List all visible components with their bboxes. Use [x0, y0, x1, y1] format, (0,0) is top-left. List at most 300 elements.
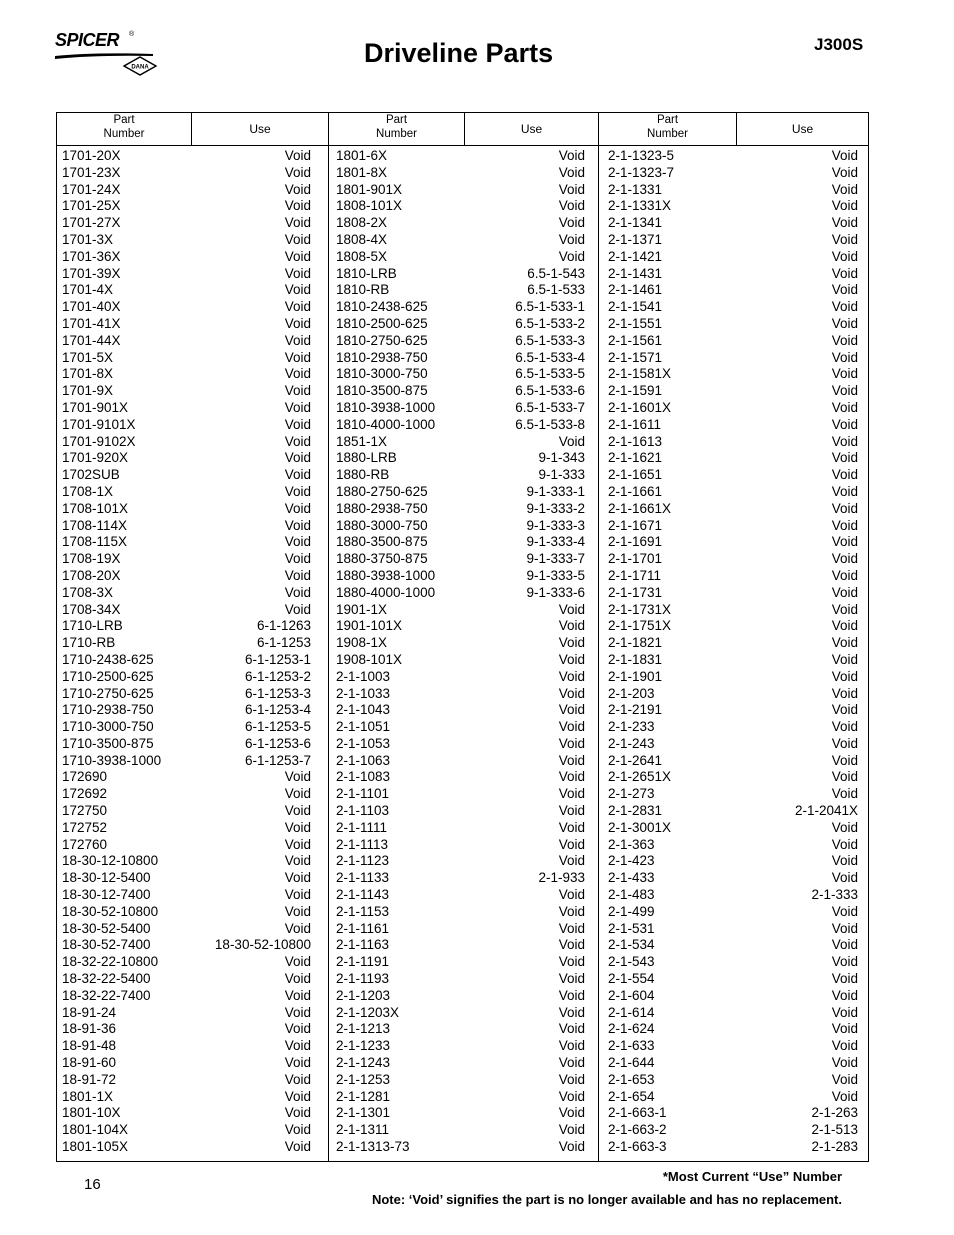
- part-number-cell: 2-1-1033: [336, 685, 391, 701]
- part-number-cell: 2-1-433: [608, 870, 655, 886]
- table-row: [603, 585, 858, 602]
- use-cell: Void: [558, 198, 585, 214]
- part-number-cell: 2-1-663-1: [608, 1105, 667, 1121]
- table-row: [603, 736, 858, 753]
- use-cell: Void: [831, 349, 858, 365]
- use-cell: 6.5-1-533-6: [515, 383, 585, 399]
- table-row: [57, 1021, 311, 1038]
- part-number-cell: 1808-4X: [336, 231, 388, 247]
- header-part-number-1: Part Number: [103, 114, 145, 140]
- table-row: [603, 954, 858, 971]
- part-number-cell: 1710-3000-750: [62, 719, 154, 735]
- table-row: [57, 366, 311, 383]
- use-cell: Void: [831, 383, 858, 399]
- part-number-cell: 18-91-24: [62, 1004, 117, 1020]
- registered-mark: ®: [129, 31, 135, 38]
- use-cell: 6-1-1253-1: [244, 651, 311, 667]
- part-number-cell: 2-1-633: [608, 1038, 655, 1054]
- part-number-cell: 2-1-203: [608, 685, 655, 701]
- table-row: [329, 803, 585, 820]
- use-cell: Void: [831, 971, 858, 987]
- part-number-cell: 2-1-1213: [336, 1021, 391, 1037]
- use-cell: Void: [558, 651, 585, 667]
- table-row: [57, 786, 311, 803]
- use-cell: 6.5-1-543: [527, 265, 585, 281]
- part-number-cell: 1701-901X: [62, 399, 129, 415]
- part-number-cell: 2-1-1461: [608, 282, 663, 298]
- part-number-cell: 18-32-22-5400: [62, 971, 151, 987]
- part-number-cell: 2-1-1163: [336, 937, 390, 953]
- table-row: [603, 887, 858, 904]
- part-number-cell: 2-1-1651: [608, 467, 663, 483]
- part-number-cell: 2-1-1051: [336, 719, 391, 735]
- table-row: [57, 1072, 311, 1089]
- part-number-cell: 2-1-1161: [336, 920, 390, 936]
- table-row: [603, 467, 858, 484]
- use-cell: Void: [284, 1122, 311, 1138]
- table-row: [329, 1021, 585, 1038]
- table-row: [57, 736, 311, 753]
- part-number-cell: 18-91-48: [62, 1038, 117, 1054]
- table-row: [57, 686, 311, 703]
- use-cell: Void: [558, 181, 585, 197]
- use-cell: Void: [831, 567, 858, 583]
- table-row: [329, 686, 585, 703]
- use-cell: 9-1-333-6: [526, 584, 585, 600]
- table-row: [57, 1139, 311, 1156]
- part-number-cell: 18-32-22-10800: [62, 954, 159, 970]
- table-row: [57, 501, 311, 518]
- table-row: [329, 366, 585, 383]
- table-row: [603, 837, 858, 854]
- table-row: [57, 417, 311, 434]
- part-number-cell: 1710-3500-875: [62, 735, 154, 751]
- table-row: [329, 719, 585, 736]
- table-row: [329, 1072, 585, 1089]
- use-cell: Void: [284, 1105, 311, 1121]
- table-row: [329, 602, 585, 619]
- part-number-cell: 2-1-1003: [336, 668, 391, 684]
- part-number-cell: 1801-901X: [336, 181, 403, 197]
- table-row: [57, 316, 311, 333]
- part-number-cell: 2-1-1541: [608, 299, 663, 315]
- part-number-cell: 18-30-52-5400: [62, 920, 151, 936]
- part-number-cell: 1810-2438-625: [336, 299, 428, 315]
- use-cell: Void: [284, 551, 311, 567]
- table-row: [57, 652, 311, 669]
- table-row: [329, 266, 585, 283]
- table-header: [57, 113, 868, 146]
- part-number-cell: 2-1-273: [608, 786, 655, 802]
- table-row: [329, 182, 585, 199]
- part-number-cell: 1701-24X: [62, 181, 121, 197]
- table-row: [603, 1055, 858, 1072]
- part-number-cell: 2-1-1203X: [336, 1004, 400, 1020]
- part-number-cell: 1701-8X: [62, 366, 114, 382]
- part-number-cell: 2-1-233: [608, 719, 655, 735]
- use-cell: 6.5-1-533: [527, 282, 585, 298]
- use-cell: Void: [558, 786, 585, 802]
- table-row: [603, 232, 858, 249]
- use-cell: Void: [831, 315, 858, 331]
- part-number-cell: 18-91-36: [62, 1021, 117, 1037]
- use-cell: Void: [284, 148, 311, 163]
- part-number-cell: 1810-3938-1000: [336, 399, 436, 415]
- table-row: [57, 333, 311, 350]
- part-number-cell: 18-30-52-7400: [62, 937, 151, 953]
- table-row: [603, 282, 858, 299]
- table-row: [329, 568, 585, 585]
- use-cell: Void: [284, 769, 311, 785]
- column-divider: [598, 113, 599, 1161]
- part-number-cell: 18-30-12-5400: [62, 870, 151, 886]
- use-cell: Void: [831, 836, 858, 852]
- use-cell: Void: [558, 635, 585, 651]
- use-cell: Void: [831, 433, 858, 449]
- table-row: [57, 753, 311, 770]
- part-number-cell: 1880-RB: [336, 467, 390, 483]
- part-number-cell: 1701-5X: [62, 349, 114, 365]
- use-cell: 6-1-1253-7: [244, 752, 311, 768]
- use-cell: Void: [284, 601, 311, 617]
- table-row: [329, 1005, 585, 1022]
- part-number-cell: 2-1-1191: [336, 954, 390, 970]
- table-row: [603, 215, 858, 232]
- use-cell: Void: [831, 735, 858, 751]
- part-number-cell: 1880-3000-750: [336, 517, 428, 533]
- use-cell: Void: [558, 1038, 585, 1054]
- table-row: [603, 618, 858, 635]
- table-row: [329, 434, 585, 451]
- table-row: [57, 551, 311, 568]
- use-cell: Void: [831, 1071, 858, 1087]
- part-number-cell: 2-1-1253: [336, 1071, 391, 1087]
- part-number-cell: 1801-1X: [62, 1088, 114, 1104]
- part-number-cell: 2-1-1691: [608, 534, 663, 550]
- table-row: [329, 820, 585, 837]
- part-number-cell: 1880-2938-750: [336, 500, 428, 516]
- part-number-cell: 1880-LRB: [336, 450, 397, 466]
- part-number-cell: 1801-104X: [62, 1122, 129, 1138]
- part-number-cell: 2-1-604: [608, 987, 655, 1003]
- part-number-cell: 1701-4X: [62, 282, 114, 298]
- use-cell: Void: [558, 702, 585, 718]
- table-row: [57, 400, 311, 417]
- table-row: [603, 652, 858, 669]
- part-number-cell: 2-1-1111: [336, 819, 388, 835]
- part-number-cell: 1710-2500-625: [62, 668, 154, 684]
- table-row: [603, 803, 858, 820]
- use-cell: Void: [558, 1105, 585, 1121]
- use-cell: Void: [831, 215, 858, 231]
- use-cell: 9-1-333-2: [526, 500, 585, 516]
- part-number-cell: 1880-3938-1000: [336, 567, 436, 583]
- use-cell: Void: [558, 231, 585, 247]
- header-use-3: Use: [791, 122, 814, 136]
- use-cell: Void: [558, 987, 585, 1003]
- table-row: [603, 350, 858, 367]
- use-cell: Void: [284, 567, 311, 583]
- table-row: [57, 853, 311, 870]
- table-row: [57, 215, 311, 232]
- part-number-cell: 2-1-1613: [608, 433, 663, 449]
- table-row: [57, 803, 311, 820]
- part-number-cell: 1908-1X: [336, 635, 388, 651]
- table-row: [57, 249, 311, 266]
- part-number-cell: 2-1-1581X: [608, 366, 672, 382]
- part-number-cell: 2-1-1323-5: [608, 148, 675, 163]
- part-number-cell: 2-1-1731X: [608, 601, 672, 617]
- use-cell: Void: [558, 1021, 585, 1037]
- use-cell: Void: [284, 920, 311, 936]
- part-number-cell: 1901-101X: [336, 618, 403, 634]
- use-cell: 18-30-52-10800: [214, 937, 311, 953]
- part-number-cell: 2-1-1701: [608, 551, 663, 567]
- part-number-cell: 1708-115X: [62, 534, 128, 550]
- part-number-cell: 2-1-663-2: [608, 1122, 667, 1138]
- table-row: [329, 652, 585, 669]
- table-row: [329, 769, 585, 786]
- table-row: [329, 249, 585, 266]
- dana-badge-icon: [123, 56, 157, 76]
- part-number-cell: 2-1-1063: [336, 752, 391, 768]
- use-cell: 6.5-1-533-5: [515, 366, 585, 382]
- part-number-cell: 2-1-1281: [336, 1088, 391, 1104]
- use-cell: 9-1-333-3: [526, 517, 585, 533]
- part-number-cell: 1801-10X: [62, 1105, 121, 1121]
- part-number-cell: 172692: [62, 786, 108, 802]
- table-row: [57, 165, 311, 182]
- use-cell: Void: [284, 534, 311, 550]
- use-cell: Void: [558, 1004, 585, 1020]
- use-cell: Void: [284, 517, 311, 533]
- use-cell: Void: [558, 601, 585, 617]
- part-number-cell: 2-1-1301: [336, 1105, 391, 1121]
- use-cell: Void: [831, 601, 858, 617]
- use-cell: Void: [831, 769, 858, 785]
- part-number-cell: 2-1-1203: [336, 987, 391, 1003]
- part-number-cell: 2-1-1193: [336, 971, 390, 987]
- part-number-cell: 1801-105X: [62, 1139, 129, 1155]
- table-row: [603, 904, 858, 921]
- table-row: [603, 1072, 858, 1089]
- table-row: [57, 1122, 311, 1139]
- use-cell: Void: [284, 870, 311, 886]
- part-number-cell: 1710-2438-625: [62, 651, 154, 667]
- table-row: [57, 534, 311, 551]
- part-number-cell: 1880-2750-625: [336, 483, 428, 499]
- use-cell: 6-1-1253-5: [244, 719, 311, 735]
- table-row: [329, 534, 585, 551]
- use-cell: Void: [558, 971, 585, 987]
- table-row: [329, 853, 585, 870]
- table-row: [57, 182, 311, 199]
- table-row: [329, 299, 585, 316]
- table-row: [57, 769, 311, 786]
- use-cell: 6-1-1253: [256, 635, 311, 651]
- part-number-cell: 18-91-60: [62, 1055, 117, 1071]
- use-cell: Void: [831, 635, 858, 651]
- part-number-cell: 1701-920X: [62, 450, 129, 466]
- table-row: [57, 669, 311, 686]
- table-row: [329, 232, 585, 249]
- use-cell: 9-1-333: [538, 467, 585, 483]
- table-row: [603, 198, 858, 215]
- use-cell: Void: [284, 1004, 311, 1020]
- use-cell: Void: [558, 248, 585, 264]
- use-cell: Void: [831, 870, 858, 886]
- use-cell: Void: [284, 483, 311, 499]
- table-row: [603, 686, 858, 703]
- brand-wordmark: SPICER: [55, 30, 120, 50]
- table-row: [603, 1038, 858, 1055]
- part-number-cell: 2-1-534: [608, 937, 655, 953]
- part-number-cell: 2-1-1083: [336, 769, 391, 785]
- header-use-1: Use: [249, 122, 271, 136]
- use-cell: Void: [284, 231, 311, 247]
- table-row: [329, 736, 585, 753]
- table-row: [57, 870, 311, 887]
- void-note: Note: ‘Void’ signifies the part is no longer available and has no replacement.: [371, 1192, 842, 1207]
- table-row: [603, 870, 858, 887]
- part-number-cell: 1701-27X: [62, 215, 121, 231]
- part-number-cell: 2-1-1551: [608, 315, 663, 331]
- part-number-cell: 1708-1X: [62, 483, 114, 499]
- use-cell: 2-1-513: [811, 1122, 858, 1138]
- part-number-cell: 1701-39X: [62, 265, 121, 281]
- part-number-cell: 172752: [62, 819, 108, 835]
- table-row: [329, 484, 585, 501]
- use-cell: 6.5-1-533-2: [515, 315, 585, 331]
- part-number-cell: 2-1-1671: [608, 517, 663, 533]
- table-row: [57, 450, 311, 467]
- use-cell: 2-1-933: [538, 870, 585, 886]
- table-row: [329, 988, 585, 1005]
- table-row: [603, 568, 858, 585]
- part-number-cell: 1701-36X: [62, 248, 121, 264]
- table-row: [57, 820, 311, 837]
- part-number-cell: 2-1-1831: [608, 651, 663, 667]
- table-row: [57, 618, 311, 635]
- table-row: [603, 635, 858, 652]
- table-row: [603, 165, 858, 182]
- part-number-cell: 1808-101X: [336, 198, 403, 214]
- table-row: [57, 837, 311, 854]
- part-number-cell: 172760: [62, 836, 108, 852]
- table-row: [57, 467, 311, 484]
- use-cell: Void: [558, 1122, 585, 1138]
- part-number-cell: 2-1-1043: [336, 702, 391, 718]
- use-cell: Void: [831, 702, 858, 718]
- table-row: [603, 988, 858, 1005]
- use-cell: Void: [558, 819, 585, 835]
- part-number-cell: 18-91-72: [62, 1071, 117, 1087]
- use-cell: Void: [831, 903, 858, 919]
- part-number-cell: 2-1-1323-7: [608, 164, 675, 180]
- part-number-cell: 18-30-52-10800: [62, 903, 159, 919]
- use-cell: Void: [558, 1088, 585, 1104]
- part-number-cell: 2-1-543: [608, 954, 655, 970]
- table-row: [603, 853, 858, 870]
- part-number-cell: 1701-25X: [62, 198, 121, 214]
- use-cell: Void: [558, 735, 585, 751]
- use-cell: 2-1-2041X: [794, 803, 858, 819]
- part-number-cell: 2-1-1661X: [608, 500, 672, 516]
- part-number-cell: 2-1-1731: [608, 584, 663, 600]
- use-cell: Void: [284, 450, 311, 466]
- part-number-cell: 18-30-12-10800: [62, 853, 159, 869]
- part-number-cell: 1810-3500-875: [336, 383, 428, 399]
- table-row: [603, 501, 858, 518]
- table-row: [329, 971, 585, 988]
- table-row: [57, 198, 311, 215]
- use-cell: Void: [284, 198, 311, 214]
- use-cell: Void: [831, 181, 858, 197]
- table-row: [329, 383, 585, 400]
- part-number-cell: 2-1-1243: [336, 1055, 391, 1071]
- use-cell: Void: [831, 299, 858, 315]
- part-number-cell: 2-1-1661: [608, 483, 663, 499]
- part-number-cell: 1851-1X: [336, 433, 388, 449]
- part-number-cell: 2-1-1611: [608, 416, 662, 432]
- table-row: [329, 165, 585, 182]
- part-number-cell: 2-1-1123: [336, 853, 390, 869]
- use-cell: 2-1-283: [811, 1139, 858, 1155]
- part-number-cell: 1810-2938-750: [336, 349, 428, 365]
- use-cell: Void: [284, 786, 311, 802]
- table-row: [603, 450, 858, 467]
- part-number-cell: 1701-3X: [62, 231, 114, 247]
- use-cell: Void: [558, 618, 585, 634]
- table-row: [57, 1055, 311, 1072]
- part-number-cell: 2-1-1431: [608, 265, 663, 281]
- use-cell: Void: [831, 534, 858, 550]
- table-row: [57, 635, 311, 652]
- table-row: [603, 299, 858, 316]
- use-cell: Void: [831, 853, 858, 869]
- table-row: [603, 434, 858, 451]
- part-number-cell: 2-1-1103: [336, 803, 390, 819]
- use-cell: Void: [284, 987, 311, 1003]
- table-row: [603, 669, 858, 686]
- table-row: [329, 937, 585, 954]
- model-code: J300S: [814, 35, 864, 54]
- table-row: [57, 266, 311, 283]
- use-cell: Void: [284, 500, 311, 516]
- table-row: [329, 1105, 585, 1122]
- use-cell: Void: [831, 551, 858, 567]
- part-number-cell: 2-1-614: [608, 1004, 655, 1020]
- use-cell: Void: [284, 803, 311, 819]
- part-number-cell: 2-1-499: [608, 903, 655, 919]
- table-row: [329, 400, 585, 417]
- use-cell: Void: [831, 164, 858, 180]
- table-row: [57, 1005, 311, 1022]
- parts-table: [56, 112, 869, 1162]
- table-row: [603, 366, 858, 383]
- part-number-cell: 1801-8X: [336, 164, 388, 180]
- table-row: [329, 702, 585, 719]
- part-number-cell: 1701-23X: [62, 164, 121, 180]
- use-cell: Void: [284, 971, 311, 987]
- part-number-cell: 1710-2750-625: [62, 685, 154, 701]
- part-number-cell: 1701-9101X: [62, 416, 136, 432]
- table-row: [329, 887, 585, 904]
- use-cell: Void: [284, 1088, 311, 1104]
- part-number-cell: 2-1-243: [608, 735, 655, 751]
- use-cell: Void: [831, 1021, 858, 1037]
- table-row: [57, 518, 311, 535]
